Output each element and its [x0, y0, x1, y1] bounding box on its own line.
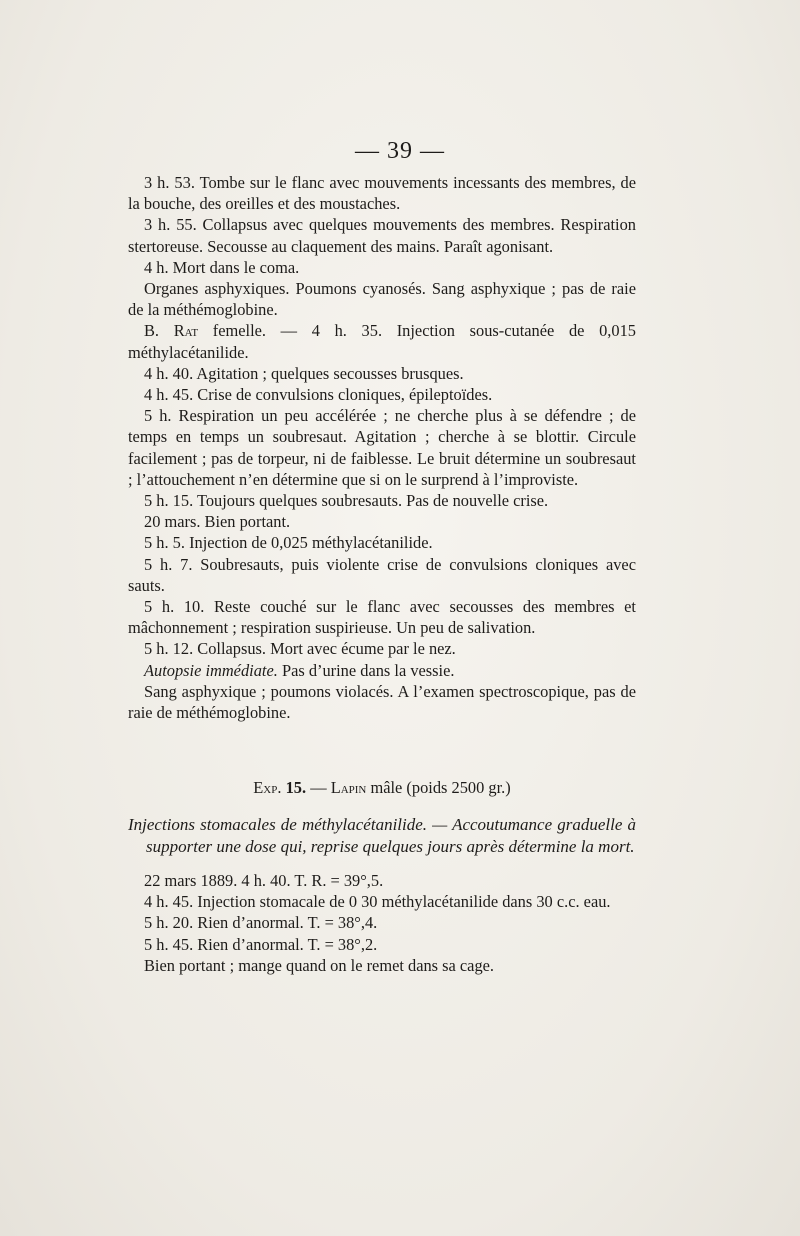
- paragraph: Sang asphyxique ; poumons violacés. A l’examen spectroscopique, pas de raie de méthémoglobine.: [128, 681, 636, 723]
- paragraph: 5 h. 12. Collapsus. Mort avec écume par le nez.: [144, 639, 456, 659]
- experiment-log: [128, 870, 636, 976]
- exp-dash: —: [310, 778, 327, 798]
- paragraph: 5 h. 15. Toujours quelques soubresauts. Pas de nouvelle crise.: [144, 491, 549, 511]
- paragraph: 3 h. 55. Collapsus avec quelques mouvements des membres. Respiration stertoreuse. Secousse au claquement des mains. Paraît agonisant.: [128, 215, 636, 256]
- paragraph: 5 h. 45. Rien d’anormal. T. = 38°,2.: [144, 934, 378, 954]
- section-letter: B.: [144, 321, 160, 341]
- paragraph: Organes asphyxiques. Poumons cyanosés. Sang asphyxique ; pas de raie de la méthémoglobine.: [128, 279, 636, 320]
- paragraph: 5 h. 5. Injection de 0,025 méthylacétanilide.: [144, 533, 433, 553]
- autopsy-label: Autopsie immédiate.: [144, 660, 278, 680]
- rat-paragraph: [128, 320, 636, 362]
- exp-label: Exp.: [253, 778, 282, 798]
- paragraph: 4 h. 45. Crise de convulsions cloniques, épileptoïdes.: [144, 385, 493, 405]
- paragraph: 22 mars 1889. 4 h. 40. T. R. = 39°,5.: [144, 871, 384, 891]
- paragraph: Bien portant ; mange quand on le remet dans sa cage.: [144, 955, 495, 975]
- autopsy-text: Pas d’urine dans la vessie.: [281, 660, 455, 680]
- experiment-heading: [128, 777, 636, 798]
- exp-number: 15.: [285, 778, 307, 798]
- body-text: [128, 172, 636, 976]
- paragraph: 3 h. 53. Tombe sur le flanc avec mouvements incessants des membres, de la bouche, des oreilles et des moustaches.: [128, 173, 636, 214]
- paragraph-text: femelle. — 4 h. 35. Injection sous-cutanée de 0,015 méthylacétanilide.: [128, 321, 636, 362]
- paragraph: 4 h. 45. Injection stomacale de 0 30 méthylacétanilide dans 30 c.c. eau.: [144, 892, 611, 912]
- paragraph: 5 h. 10. Reste couché sur le flanc avec secousses des membres et mâchonnement ; respiration suspirieuse. Un peu de salivation.: [128, 597, 636, 638]
- page-number: — 39 —: [355, 138, 445, 164]
- exp-animal: Lapin: [330, 778, 367, 798]
- paragraph: 4 h. Mort dans le coma.: [144, 257, 300, 277]
- paragraph: 5 h. Respiration un peu accélérée ; ne cherche plus à se défendre ; de temps en temps un soubresaut. Agitation ; cherche à se blottir. Circule facilement ; pas de torpeur, ni de faiblesse. Le bruit détermine un soubresaut ; l’attouchement n’en détermine que si on le surprend à l’improviste.: [128, 406, 636, 489]
- autopsy-paragraph: [128, 660, 636, 681]
- exp-details: mâle (poids 2500 gr.): [370, 778, 511, 798]
- animal-name: Rat: [173, 321, 199, 341]
- experiment-summary: Injections stomacales de méthylacétanilide. — Accoutumance graduelle à supporter une dose qui, reprise quelques jours après détermine la mort.: [128, 815, 636, 857]
- paragraph: 5 h. 20. Rien d’anormal. T. = 38°,4.: [144, 913, 378, 933]
- paragraph: 20 mars. Bien portant.: [144, 512, 291, 532]
- paragraph: 4 h. 40. Agitation ; quelques secousses brusques.: [144, 363, 464, 383]
- paragraph: 5 h. 7. Soubresauts, puis violente crise de convulsions cloniques avec sauts.: [128, 554, 636, 595]
